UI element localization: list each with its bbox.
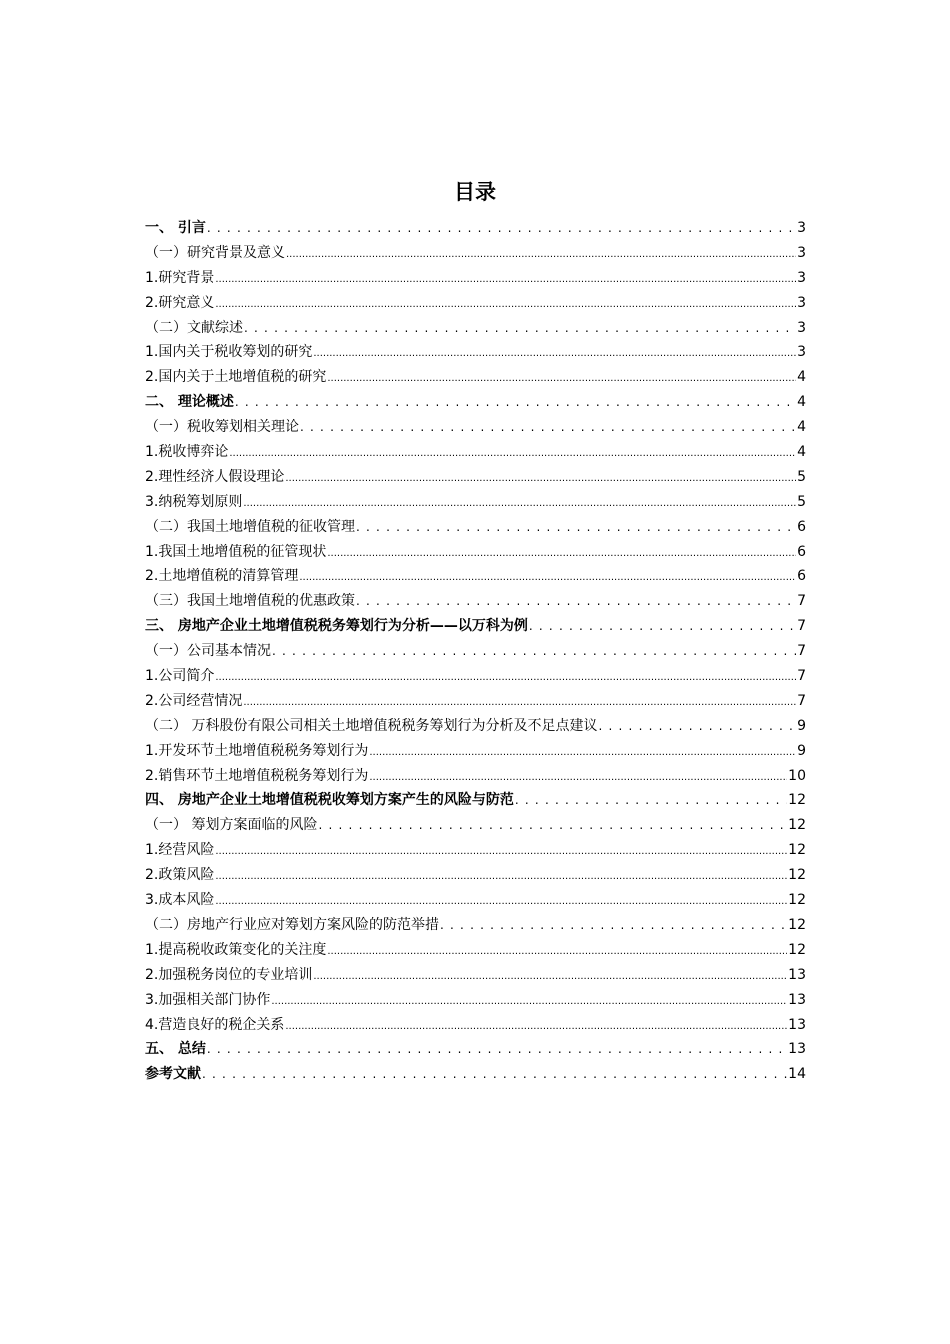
- toc-entry-page: 7: [797, 618, 806, 635]
- dot-leader: [327, 938, 787, 965]
- toc-entry[interactable]: [145, 241, 806, 266]
- dot-leader: [207, 1037, 787, 1062]
- dot-leader: [271, 988, 787, 1015]
- toc-entry[interactable]: [145, 614, 806, 639]
- toc-entry-label: （二）房地产行业应对筹划方案风险的防范举措: [145, 916, 439, 933]
- dot-leader: [327, 540, 796, 567]
- toc-entry[interactable]: [145, 340, 806, 365]
- toc-entry-page: 4: [797, 444, 806, 461]
- toc-entry-label: 三、 房地产企业土地增值税税务筹划行为分析——以万科为例: [145, 618, 528, 635]
- toc-entry-page: 5: [797, 468, 806, 485]
- toc-entry[interactable]: [145, 1037, 806, 1062]
- dot-leader: [215, 888, 787, 915]
- toc-entry-label: 2.政策风险: [145, 867, 215, 884]
- toc-entry-label: 3.纳税筹划原则: [145, 493, 243, 510]
- dot-leader: [215, 291, 796, 318]
- dot-leader: [286, 241, 796, 268]
- toc-entry[interactable]: [145, 938, 806, 963]
- toc-entry-label: 1.提高税收政策变化的关注度: [145, 941, 327, 958]
- toc-entry[interactable]: [145, 515, 806, 540]
- toc-entry-label: 1.我国土地增值税的征管现状: [145, 543, 327, 560]
- dot-leader: [215, 664, 796, 691]
- toc-entry-label: （三）我国土地增值税的优惠政策: [145, 593, 355, 610]
- toc-entry-page: 4: [797, 369, 806, 386]
- toc-entry[interactable]: [145, 888, 806, 913]
- toc-entry-label: 1.税收博弈论: [145, 444, 229, 461]
- toc-entry[interactable]: [145, 490, 806, 515]
- dot-leader: [369, 764, 787, 791]
- toc-entry-label: （一）研究背景及意义: [145, 244, 285, 261]
- toc-entry-page: 9: [797, 717, 806, 734]
- toc-entry-page: 3: [797, 220, 806, 236]
- toc-entry-page: 12: [788, 817, 806, 834]
- toc-entry-page: 12: [788, 892, 806, 909]
- dot-leader: [356, 515, 796, 540]
- toc-entry-label: （一）公司基本情况: [145, 643, 271, 660]
- toc-entry-page: 7: [797, 593, 806, 610]
- toc-entry-page: 12: [788, 792, 806, 809]
- dot-leader: [529, 614, 796, 639]
- toc-entry[interactable]: [145, 664, 806, 689]
- toc-entry-label: 1.公司简介: [145, 668, 215, 685]
- dot-leader: [285, 1013, 787, 1040]
- toc-entry-label: 2.理性经济人假设理论: [145, 468, 285, 485]
- toc-entry-page: 7: [797, 692, 806, 709]
- toc-entry-page: 4: [797, 394, 806, 411]
- toc-title: 目录: [454, 180, 496, 204]
- toc-entry-label: 4.营造良好的税企关系: [145, 1016, 285, 1033]
- dot-leader: [229, 440, 796, 467]
- toc-entry-page: 6: [797, 568, 806, 585]
- toc-entry[interactable]: [145, 764, 806, 789]
- toc-entry[interactable]: [145, 589, 806, 614]
- toc-entry-page: 7: [797, 668, 806, 685]
- dot-leader: [207, 216, 796, 241]
- toc-entry-label: 五、 总结: [145, 1041, 206, 1058]
- toc-entry-page: 14: [788, 1066, 806, 1083]
- toc-entry-label: 3.加强相关部门协作: [145, 991, 271, 1008]
- toc-entry[interactable]: [145, 216, 806, 241]
- toc-entry[interactable]: [145, 266, 806, 291]
- toc-entry-label: 1.研究背景: [145, 269, 215, 286]
- toc-entry-page: 12: [788, 916, 806, 933]
- toc-entry-page: 10: [788, 767, 806, 784]
- toc-entry-label: （二）文献综述: [145, 319, 243, 336]
- toc-entry-label: 1.国内关于税收筹划的研究: [145, 344, 313, 361]
- dot-leader: [202, 1062, 787, 1087]
- dot-leader: [285, 465, 796, 492]
- toc-entry[interactable]: [145, 390, 806, 415]
- toc-entry-label: 2.加强税务岗位的专业培训: [145, 966, 313, 983]
- dot-leader: [440, 913, 787, 938]
- toc-entry[interactable]: [145, 963, 806, 988]
- toc-entry[interactable]: [145, 465, 806, 490]
- dot-leader: [313, 340, 796, 367]
- dot-leader: [215, 863, 787, 890]
- toc-entry[interactable]: [145, 1013, 806, 1038]
- toc-entry[interactable]: [145, 913, 806, 938]
- dot-leader: [356, 589, 796, 614]
- toc-entry-page: 13: [788, 1041, 806, 1058]
- toc-entry[interactable]: [145, 689, 806, 714]
- toc-entry[interactable]: [145, 316, 806, 341]
- dot-leader: [598, 714, 796, 739]
- toc-entry[interactable]: [145, 1062, 806, 1087]
- toc-entry[interactable]: [145, 415, 806, 440]
- toc-entry-page: 5: [797, 493, 806, 510]
- dot-leader: [215, 838, 787, 865]
- toc-entry-page: 9: [797, 742, 806, 759]
- toc-entry-label: 二、 理论概述: [145, 394, 234, 411]
- toc-entry-page: 4: [797, 419, 806, 436]
- toc-entry[interactable]: [145, 739, 806, 764]
- toc-entry[interactable]: [145, 639, 806, 664]
- toc-entry-page: 12: [788, 941, 806, 958]
- dot-leader: [235, 390, 796, 415]
- dot-leader: [272, 639, 796, 664]
- toc-entry-label: 3.成本风险: [145, 892, 215, 909]
- toc-entry-label: （一） 筹划方案面临的风险: [145, 817, 318, 834]
- toc-entry-label: 四、 房地产企业土地增值税税收筹划方案产生的风险与防范: [145, 792, 514, 809]
- toc-entry[interactable]: [145, 838, 806, 863]
- toc-entry-label: 2.国内关于土地增值税的研究: [145, 369, 327, 386]
- toc-entry-label: 1.开发环节土地增值税税务筹划行为: [145, 742, 369, 759]
- toc-entry-page: 3: [797, 269, 806, 286]
- table-of-contents: [145, 216, 806, 1087]
- toc-entry-page: 6: [797, 543, 806, 560]
- toc-entry-label: （一）税收筹划相关理论: [145, 419, 299, 436]
- toc-entry-label: 参考文献: [145, 1066, 201, 1083]
- dot-leader: [243, 490, 796, 517]
- dot-leader: [299, 564, 796, 591]
- dot-leader: [243, 689, 796, 716]
- toc-entry[interactable]: [145, 564, 806, 589]
- toc-entry[interactable]: [145, 540, 806, 565]
- toc-entry-label: 2.公司经营情况: [145, 692, 243, 709]
- toc-entry[interactable]: [145, 813, 806, 838]
- toc-entry-page: 3: [797, 344, 806, 361]
- toc-entry-label: 2.销售环节土地增值税税务筹划行为: [145, 767, 369, 784]
- toc-entry-page: 3: [797, 294, 806, 311]
- toc-entry-page: 12: [788, 842, 806, 859]
- dot-leader: [515, 788, 787, 813]
- toc-entry-label: 1.经营风险: [145, 842, 215, 859]
- dot-leader: [244, 316, 796, 341]
- toc-entry-page: 13: [788, 991, 806, 1008]
- toc-entry-label: （二）我国土地增值税的征收管理: [145, 518, 355, 535]
- dot-leader: [327, 365, 796, 392]
- toc-entry[interactable]: [145, 714, 806, 739]
- toc-entry-page: 3: [797, 244, 806, 261]
- toc-entry[interactable]: [145, 788, 806, 813]
- toc-entry-page: 7: [797, 643, 806, 660]
- toc-entry-page: 13: [788, 1016, 806, 1033]
- toc-entry-label: 2.研究意义: [145, 294, 215, 311]
- dot-leader: [313, 963, 787, 990]
- toc-entry-label: 一、 引言: [145, 220, 206, 236]
- toc-entry[interactable]: [145, 988, 806, 1013]
- dot-leader: [369, 739, 796, 766]
- toc-entry-label: 2.土地增值税的清算管理: [145, 568, 299, 585]
- toc-entry-page: 12: [788, 867, 806, 884]
- toc-entry-page: 13: [788, 966, 806, 983]
- toc-entry-page: 3: [797, 319, 806, 336]
- toc-entry[interactable]: [145, 365, 806, 390]
- toc-entry-label: （二） 万科股份有限公司相关土地增值税税务筹划行为分析及不足点建议: [145, 717, 598, 734]
- toc-entry[interactable]: [145, 863, 806, 888]
- toc-entry[interactable]: [145, 440, 806, 465]
- dot-leader: [318, 813, 787, 838]
- dot-leader: [300, 415, 796, 440]
- toc-entry-page: 6: [797, 518, 806, 535]
- toc-entry[interactable]: [145, 291, 806, 316]
- dot-leader: [215, 266, 796, 293]
